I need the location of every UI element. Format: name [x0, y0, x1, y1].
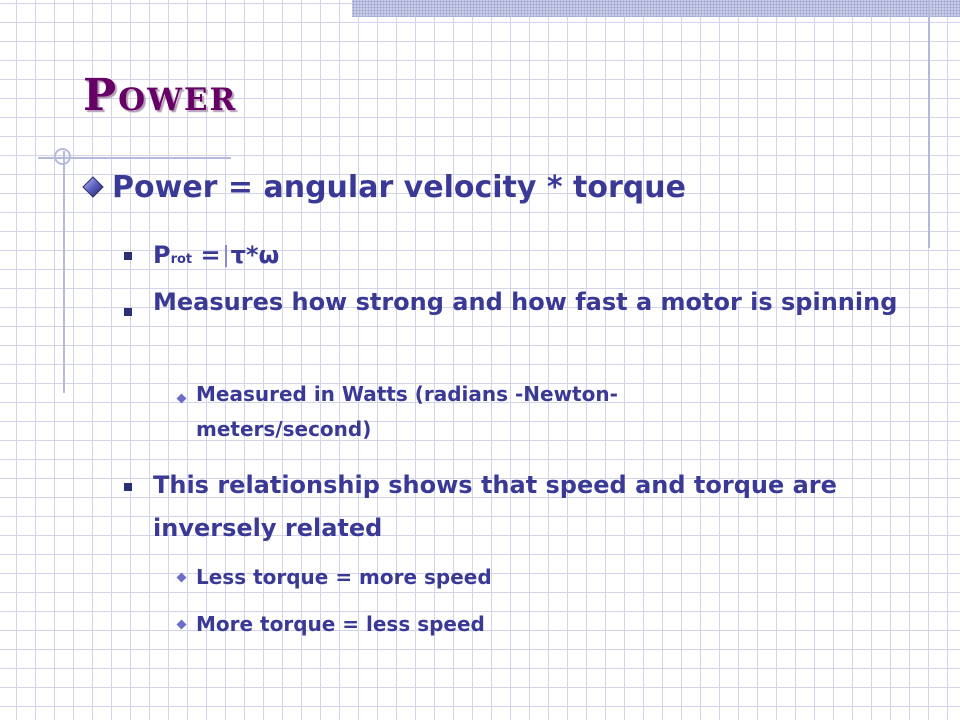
top-pattern-band [352, 0, 960, 17]
decorative-circle [54, 148, 71, 165]
left-decorative-line [63, 151, 65, 393]
diamond-bullet-icon [82, 176, 104, 198]
sub-bullet-measured-in: Measured in Watts (radians -Newton-meters/second) [196, 382, 618, 441]
square-bullet-icon [124, 483, 132, 491]
text-cursor [225, 245, 227, 267]
bullet-measures: Measures how strong and how fast a motor is spinning [153, 288, 898, 316]
bullet-formula [153, 234, 913, 281]
formula-equals: = [200, 241, 221, 269]
sub-bullet-less-torque: Less torque = more speed [196, 565, 492, 589]
small-diamond-bullet-icon [176, 393, 187, 404]
formula-expression: τ*ω [230, 241, 280, 269]
small-diamond-bullet-icon [176, 619, 187, 630]
formula-subscript: rot [170, 252, 193, 267]
small-diamond-bullet-icon [176, 572, 187, 583]
square-bullet-icon [124, 308, 132, 316]
sub-bullet-more-torque: More torque = less speed [196, 612, 485, 636]
slide-title: Power [83, 70, 238, 121]
right-decorative-line [928, 0, 930, 248]
bullet-relationship: This relationship shows that speed and torque are inversely related [153, 471, 837, 542]
formula-symbol: P [153, 241, 171, 269]
bullet-power-definition: Power = angular velocity * torque [112, 170, 686, 205]
square-bullet-icon [124, 252, 132, 260]
